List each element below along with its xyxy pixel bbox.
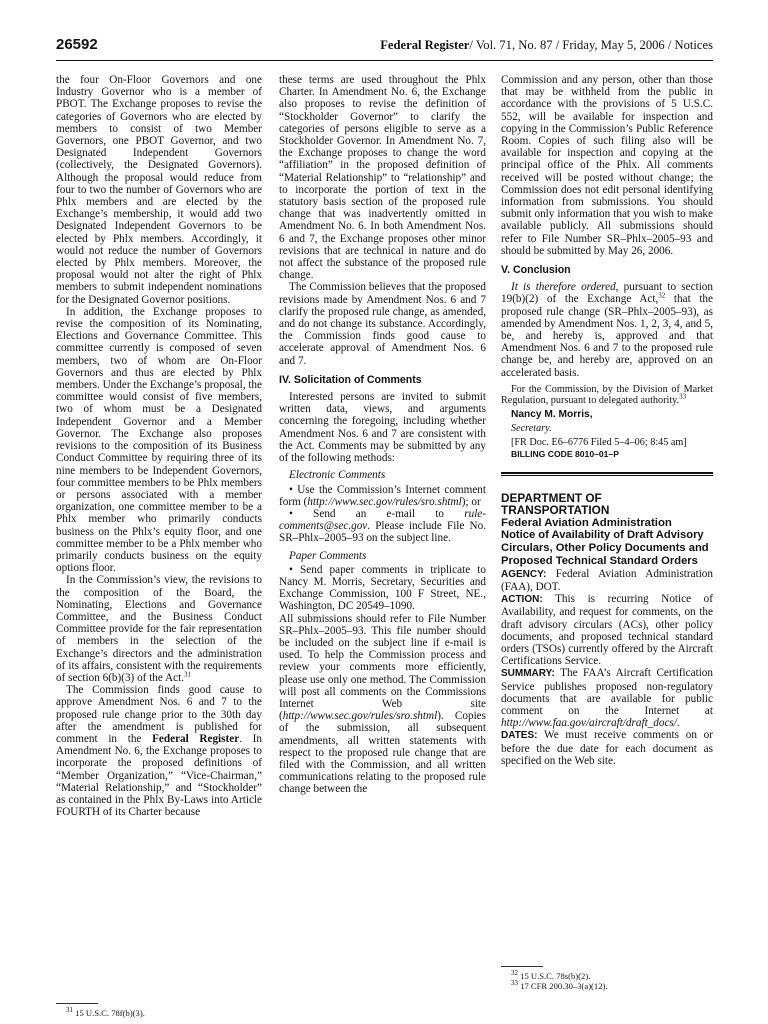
field-text: We must receive comments on or before the due date for each document as specified on the Web site. bbox=[501, 729, 713, 767]
footnotes-column-3 bbox=[501, 966, 713, 991]
agency-field bbox=[501, 568, 713, 593]
paragraph bbox=[501, 281, 713, 379]
paragraph-text: All submissions should refer to File Number SR–Phlx–2005–93. This file number should be included on the subject line if e-mail is used. To help the Commission process and review your comments more efficiently, please use only one method. The Commission will post all comments on the Commissions Internet Web site ( bbox=[279, 612, 486, 723]
paragraph: The Commission believes that the proposed revisions made by Amendment Nos. 6 and 7 clarify the proposed rule change, as amended, and do not change its substance. Accordingly, the Commission finds good cause to accelerate approval of Amendment Nos. 6 and 7. bbox=[279, 281, 486, 367]
paragraph-text: , pursuant to section 19(b)(2) of the Exchange Act, bbox=[501, 281, 713, 306]
footnote-text: 15 U.S.C. 78s(b)(2). bbox=[520, 971, 591, 981]
footnote-number: 32 bbox=[511, 969, 518, 978]
column-2 bbox=[279, 74, 486, 796]
section-heading: IV. Solicitation of Comments bbox=[279, 373, 422, 386]
list-text: . Please include File No. SR–Phlx–2005–93 on the subject line. bbox=[279, 520, 486, 545]
field-text: This is recurring Notice of Availability, and request for comments, on the draft advisory circulars (ACs), other policy documents, and proposed technical standard orders (TSOs) currently offered by the Aircraft Certifications Service. bbox=[501, 593, 713, 668]
paragraph bbox=[501, 384, 713, 406]
field-label: SUMMARY: bbox=[501, 668, 555, 680]
subheading: Paper Comments bbox=[289, 549, 367, 562]
running-title bbox=[380, 38, 713, 53]
paragraph: the four On-Floor Governors and one Industry Governor who is a member of PBOT. The Exchange proposes to revise the categories of Governors who are elected by members to consist of two Member Governors, one PBOT Governor, and two Designated Independent Governors (collectively, the Designated Governors). Although the proposal would reduce from four to two the number of Governors who are Phlx members and are elected by the Exchange’s membership, it would add two Designated Independent Governors to be elected by Phlx members. Accordingly, it would not reduce the number of Governors elected by Phlx members. Moreover, the proposal would not alter the right of Phlx members to submit independent nominations for the Designated Governor positions. bbox=[56, 74, 262, 306]
footnote bbox=[501, 971, 713, 981]
paragraph: In addition, the Exchange proposes to revise the composition of its Nominating, Elections and Governance Committee. This committee currently is composed of seven members, two of whom are On-Floor Governors and thus are elected by Phlx members. Under the Exchange’s proposal, the committee would consist of five members, two of whom must be a Designated Independent Governor and a Member Governor. The Exchange also proposes revisions to the composition of its Business Conduct Committee by requiring three of its nine members to be Independent Governors, four committee members to be Phlx members or persons associated with a member organization, one committee member to be a Phlx member who primarily conducts business on the Phlx’s equity floor, and one committee member to be a Phlx member who primarily conducts business on the equity options floor. bbox=[56, 305, 262, 575]
list-text: • Use the Commission’s Internet comment form ( bbox=[279, 483, 486, 508]
footnote-ref[interactable]: 33 bbox=[679, 392, 687, 401]
fr-doc-line: [FR Doc. E6–6776 Filed 5–4–06; 8:45 am] bbox=[511, 436, 687, 448]
list-item bbox=[279, 508, 486, 545]
column-1 bbox=[56, 74, 262, 818]
paragraph: Commission and any person, other than those that may be withheld from the public in accordance with the provisions of 5 U.S.C. 552, will be available for inspection and copying in the Commission’s Public Reference Room. Copies of such filing also will be available for inspection and copying at the principal office of the Phlx. All comments received will be posted without change; the Commission does not edit personal identifying information from submissions. You should submit only information that you wish to make available publicly. All submissions should refer to File Number SR–Phlx–2005–93 and should be submitted by May 26, 2006. bbox=[501, 74, 713, 257]
publication-name: Federal Register bbox=[380, 38, 470, 52]
paragraph-text: that the proposed rule change (SR–Phlx–2005–93), as amended by Amendment Nos. 1, 2, 3, 4, and 5, be, and hereby is, approved and that Amendment Nos. 6 and 7 to the proposed rule change be, and hereby are, approved on an accelerated basis. bbox=[501, 293, 713, 379]
running-header bbox=[56, 34, 713, 61]
paragraph-text: ). Copies of the submission, all subsequent amendments, all written statements with respect to the proposed rule change that are filed with the Commission, and all written communications relating to the proposed rule change between the bbox=[279, 710, 486, 796]
field-text: The FAA’s Aircraft Certification Service publishes proposed non-regulatory documents that are available for public comment on the Internet at bbox=[501, 667, 713, 717]
list-item: • Send paper comments in triplicate to Nancy M. Morris, Secretary, Securities and Exchange Commission, 100 F Street, NE., Washington, DC 20549–1090. bbox=[279, 563, 486, 613]
footnote-ref[interactable]: 32 bbox=[658, 291, 666, 300]
field-label: DATES: bbox=[501, 730, 538, 742]
list-text: • Send an e-mail to bbox=[289, 507, 465, 520]
paragraph: Interested persons are invited to submit written data, views, and arguments concerning the foregoing, including whether Amendment Nos. 6 and 7 are consistent with the Act. Comments may be submitted by any of the following methods: bbox=[279, 391, 486, 465]
url-link[interactable]: http://www.faa.gov/aircraft/draft_docs/ bbox=[501, 717, 677, 730]
email-link[interactable]: rule-comments@sec.gov bbox=[279, 507, 486, 533]
footnotes-column-1 bbox=[56, 1003, 262, 1018]
department-heading: DEPARTMENT OF TRANSPORTATION bbox=[501, 491, 610, 518]
signer-title bbox=[501, 423, 713, 434]
section-divider-thick bbox=[501, 472, 713, 474]
field-label: ACTION: bbox=[501, 594, 543, 606]
paragraph-text: The Commission finds good cause to approve Amendment Nos. 6 and 7 to the proposed rule change prior to the 30th day after the amendment is published for comment in the bbox=[56, 684, 262, 745]
footnote-divider bbox=[501, 966, 543, 967]
notice-title: Notice of Availability of Draft Advisory Circulars, Other Policy Documents and Proposed Technical Standard Orders bbox=[501, 528, 709, 567]
signer-name bbox=[501, 408, 713, 421]
billing-code: BILLING CODE 8010–01–P bbox=[511, 448, 619, 459]
footnote-ref[interactable]: 31 bbox=[184, 670, 191, 679]
action-field bbox=[501, 593, 713, 667]
list-text: ); or bbox=[461, 495, 481, 508]
url-link[interactable]: http://www.sec.gov/rules/sro.shtml bbox=[307, 495, 462, 508]
paragraph-text: For the Commission, by the Division of Market Regulation, pursuant to delegated authority. bbox=[501, 383, 713, 407]
footnote-divider bbox=[56, 1003, 98, 1004]
url-link[interactable]: http://www.sec.gov/rules/sro.shtml bbox=[282, 710, 438, 723]
field-text: . bbox=[676, 717, 680, 730]
paragraph bbox=[56, 574, 262, 684]
field-label: AGENCY: bbox=[501, 568, 547, 580]
paragraph bbox=[279, 613, 486, 796]
footnote-number: 33 bbox=[511, 979, 518, 988]
signer-title-text: Secretary. bbox=[511, 423, 552, 435]
section-heading: V. Conclusion bbox=[501, 264, 571, 277]
emphasis-text: It is therefore ordered bbox=[511, 281, 616, 294]
paragraph: these terms are used throughout the Phlx Charter. In Amendment No. 6, the Exchange also proposes to revise the definition of “Stockholder Governor” to clarify the categories of persons eligible to serve as a Stockholder Governor. In Amendment No. 7, the Exchange proposes to change the word “affiliation” in the proposed definition of “Material Relationship” to “relationship” and to incorporate the portion of text in the statutory basis section of the proposed rule change that was inadvertently omitted in Amendment No. 6. In both Amendment Nos. 6 and 7, the Exchange proposes other minor revisions that are technical in nature and do not affect the substance of the proposed rule change. bbox=[279, 74, 486, 282]
paragraph-text: In the Commission’s view, the revisions to the composition of the Board, the Nominating, Elections and Governance Committee, and the Business Conduct Committee provide for the fair representation of members in the selection of the Exchange’s directors and the administration of its affairs, consistent with the requirements of section 6(b)(3) of the Act. bbox=[56, 574, 262, 684]
column-3 bbox=[501, 74, 713, 767]
list-item bbox=[279, 484, 486, 508]
summary-field bbox=[501, 667, 713, 729]
paragraph bbox=[56, 684, 262, 818]
footnote-number: 31 bbox=[66, 1006, 73, 1015]
field-text: Federal Aviation Administration (FAA), DOT. bbox=[501, 567, 713, 593]
section-divider-thin bbox=[501, 475, 713, 476]
signer-name-text: Nancy M. Morris, bbox=[511, 409, 593, 421]
footnote-text: 17 CFR 200.30–3(a)(12). bbox=[520, 981, 608, 992]
publication-name: Federal Register bbox=[152, 732, 240, 745]
subheading: Electronic Comments bbox=[289, 469, 386, 482]
footnote-text: 15 U.S.C. 78f(b)(3). bbox=[75, 1008, 145, 1018]
page-number: 26592 bbox=[56, 36, 98, 53]
agency-heading: Federal Aviation Administration bbox=[501, 516, 672, 529]
footnote bbox=[501, 981, 713, 991]
dates-field bbox=[501, 729, 713, 767]
issue-info: / Vol. 71, No. 87 / Friday, May 5, 2006 / Notices bbox=[469, 38, 713, 52]
footnote bbox=[56, 1008, 262, 1018]
paragraph-text: . In Amendment No. 6, the Exchange proposes to incorporate the proposed definitions of “Member Organization,” “Vice-Chairman,” “Material Relationship,” and “Stockholder” as contained in the Phlx By-Laws into Article FOURTH of its Charter because bbox=[56, 732, 262, 819]
